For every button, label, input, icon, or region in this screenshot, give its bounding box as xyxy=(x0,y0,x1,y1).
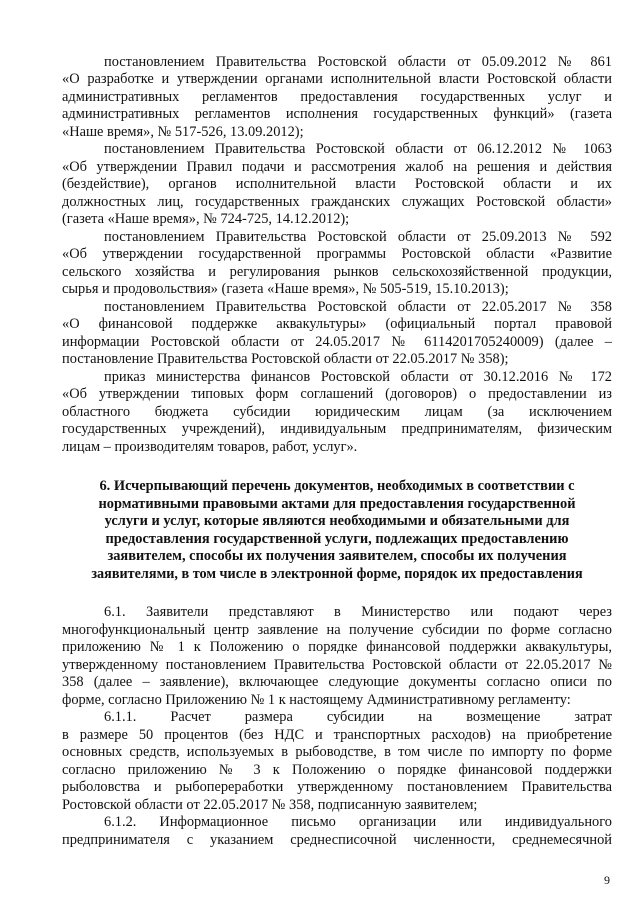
body-line: областного бюджета субсидии юридическим лицам (за исключением xyxy=(62,404,612,420)
section-heading-line: заявителем, способы их получения заявителем, способы их получения xyxy=(107,548,567,564)
body-line: (газета «Наше время», № 724-725, 14.12.2012); xyxy=(62,211,350,227)
body-line: постановлением Правительства Ростовской области от 06.12.2012 № 1063 xyxy=(104,141,612,157)
body-line: «О разработке и утверждении органами исполнительной власти Ростовской области xyxy=(62,71,612,87)
section-line: в размере 50 процентов (без НДС и транспортных расходов) на приобретение xyxy=(62,727,612,743)
section-heading-line: услуги и услуг, которые являются необходимыми и обязательными для xyxy=(104,513,570,529)
section-line: 6.1.1. Расчет размера субсидии на возмещение затрат xyxy=(104,709,612,725)
body-line: «Об утверждении типовых форм соглашений (договоров) о предоставлении из xyxy=(62,386,612,402)
body-line: приказ министерства финансов Ростовской области от 30.12.2016 № 172 xyxy=(104,369,612,385)
body-line: «Об утверждении Правил подачи и рассмотрения жалоб на решения и действия xyxy=(62,159,612,175)
body-line: лицам – производителям товаров, работ, услуг». xyxy=(62,439,358,455)
section-line: утвержденному постановлением Правительства Ростовской области от 22.05.2017 № xyxy=(62,657,612,673)
section-line: 6.1.2. Информационное письмо организации или индивидуального xyxy=(104,814,612,830)
body-line: постановлением Правительства Ростовской области от 22.05.2017 № 358 xyxy=(104,299,612,315)
body-line: «Об утверждении государственной программы Ростовской области «Развитие xyxy=(62,246,612,262)
section-line: предпринимателя с указанием среднесписочной численности, среднемесячной xyxy=(62,832,612,848)
body-line: информации Ростовской области от 24.05.2017 № 6114201705240009) (далее – xyxy=(62,334,612,350)
section-line: Ростовской области от 22.05.2017 № 358, подписанную заявителем; xyxy=(62,797,478,813)
body-line: постановлением Правительства Ростовской области от 05.09.2012 № 861 xyxy=(104,54,612,70)
body-line: сырья и продовольствия» (газета «Наше время», № 505-519, 15.10.2013); xyxy=(62,281,509,297)
section-line: 358 (далее – заявление), включающее следующие документы согласно описи по xyxy=(62,674,612,690)
section-line: приложению № 1 к Положению о порядке финансовой поддержки аквакультуры, xyxy=(62,639,612,655)
body-line: государственных учреждений), индивидуальным предпринимателям, физическим xyxy=(62,421,612,437)
page-number: 9 xyxy=(604,873,610,887)
section-heading-line: нормативными правовыми актами для предоставления государственной xyxy=(98,496,576,512)
body-line: (бездействие), органов исполнительной власти Ростовской области и их xyxy=(62,176,612,192)
body-line: «О финансовой поддержке аквакультуры» (официальный портал правовой xyxy=(62,316,612,332)
body-line: административных регламентов предоставления государственных услуг и xyxy=(62,89,612,105)
section-line: форме, согласно Приложению № 1 к настоящему Административному регламенту: xyxy=(62,692,571,708)
body-line: постановление Правительства Ростовской области от 22.05.2017 № 358); xyxy=(62,351,509,367)
body-line: сельского хозяйства и регулирования рынков сельскохозяйственной продукции, xyxy=(62,264,612,280)
section-heading-line: заявителями, в том числе в электронной форме, порядок их предоставления xyxy=(91,566,583,582)
body-line: постановлением Правительства Ростовской области от 25.09.2013 № 592 xyxy=(104,229,612,245)
section-heading-line: предоставления государственной услуги, подлежащих предоставлению xyxy=(105,531,569,547)
body-line: «Наше время», № 517-526, 13.09.2012); xyxy=(62,124,304,140)
body-line: административных регламентов исполнения государственных функций» (газета xyxy=(62,106,612,122)
section-line: многофункциональный центр заявление на получение субсидии по форме согласно xyxy=(62,622,612,638)
section-line: 6.1. Заявители представляют в Министерство или подают через xyxy=(104,604,612,620)
section-line: основных средств, используемых в рыбоводстве, в том числе по импорту по форме xyxy=(62,744,612,760)
section-line: рыболовства и рыбопереработки утвержденному постановлением Правительства xyxy=(62,779,612,795)
body-line: должностных лиц, государственных гражданских служащих Ростовской области» xyxy=(62,194,612,210)
section-line: согласно приложению № 3 к Положению о порядке финансовой поддержки xyxy=(62,762,612,778)
section-heading-line: 6. Исчерпывающий перечень документов, необходимых в соответствии с xyxy=(99,478,575,494)
